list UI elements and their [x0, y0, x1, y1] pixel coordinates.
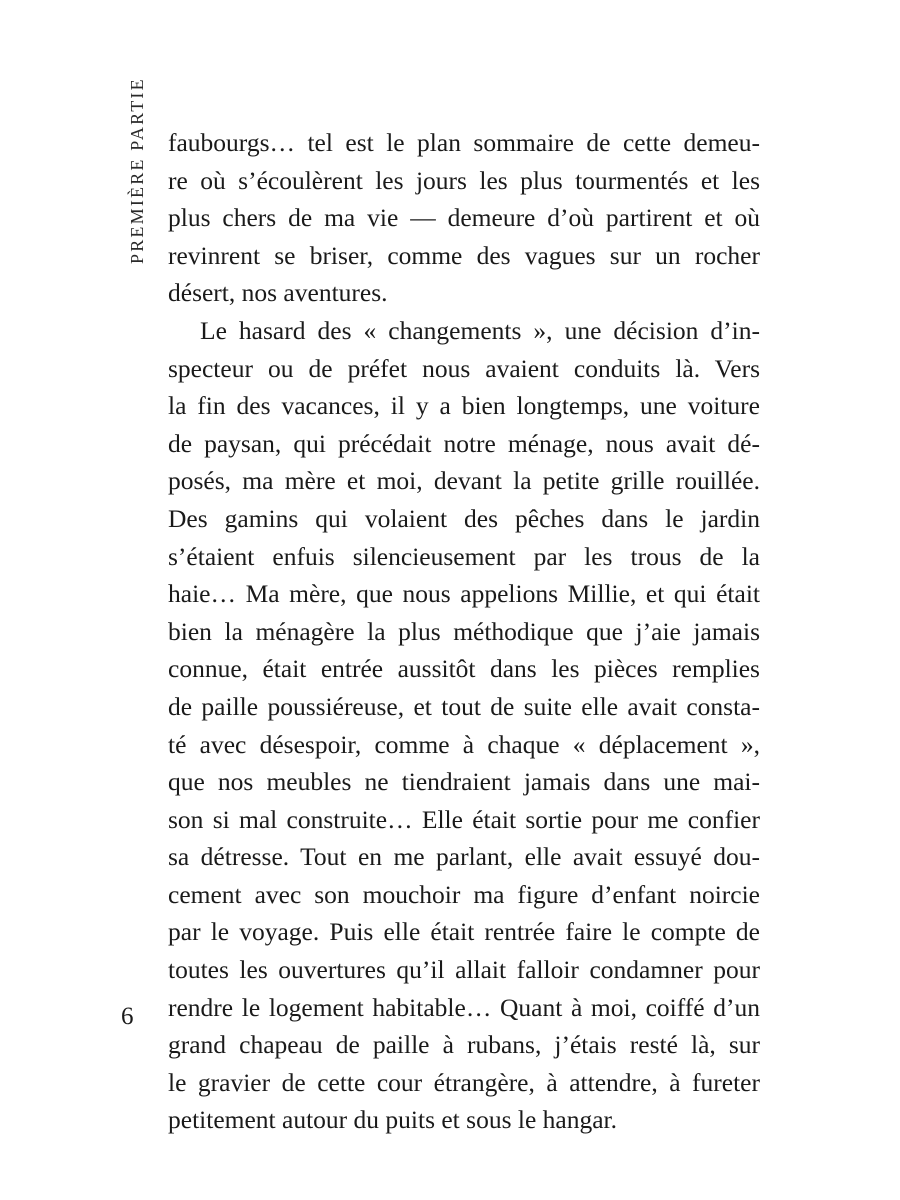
text-line: de paysan, qui précédait notre ménage, nous avait dé- — [168, 428, 760, 458]
text-line: petitement autour du puits et sous le hangar. — [168, 1105, 617, 1135]
text-line: connue, était entrée aussitôt dans les pièces remplies — [168, 654, 760, 684]
text-line: faubourgs… tel est le plan sommaire de cette demeu- — [168, 128, 760, 157]
text-line: revinrent se briser, comme des vagues sur un rocher — [168, 240, 760, 270]
text-line: re où s’écoulèrent les jours les plus tourmentés et les — [168, 165, 760, 195]
body-text — [168, 124, 760, 1139]
text-line: le gravier de cette cour étrangère, à attendre, à fureter — [168, 1067, 760, 1097]
text-line: rendre le logement habitable… Quant à moi, coiffé d’un — [168, 992, 760, 1022]
text-line: grand chapeau de paille à rubans, j’étais resté là, sur — [168, 1030, 760, 1060]
text-line: haie… Ma mère, que nous appelions Millie, et qui était — [168, 579, 760, 609]
text-line: de paille poussiéreuse, et tout de suite elle avait consta- — [168, 691, 760, 721]
running-head: PREMIÈRE PARTIE — [127, 77, 147, 264]
text-line: désert, nos aventures. — [168, 278, 388, 308]
text-line: té avec désespoir, comme à chaque « déplacement », — [168, 729, 760, 759]
text-line: par le voyage. Puis elle était rentrée faire le compte de — [168, 917, 760, 947]
page-number: 6 — [121, 1003, 134, 1030]
text-line: posés, ma mère et moi, devant la petite grille rouillée. — [168, 466, 760, 496]
text-line: que nos meubles ne tiendraient jamais dans une mai- — [168, 767, 760, 797]
text-line: Le hasard des « changements », une décision d’in- — [200, 315, 760, 345]
text-line: Des gamins qui volaient des pêches dans le jardin — [168, 503, 760, 533]
text-line: s’étaient enfuis silencieusement par les trous de la — [168, 541, 760, 571]
text-line: plus chers de ma vie — demeure d’où partirent et où — [168, 203, 760, 233]
text-line: la fin des vacances, il y a bien longtemps, une voiture — [168, 391, 760, 421]
text-line: cement avec son mouchoir ma figure d’enfant noircie — [168, 879, 760, 909]
text-line: bien la ménagère la plus méthodique que j’aie jamais — [168, 616, 760, 646]
text-line: son si mal construite… Elle était sortie pour me confier — [168, 804, 760, 834]
text-line: specteur ou de préfet nous avaient conduits là. Vers — [168, 353, 760, 383]
text-line: sa détresse. Tout en me parlant, elle avait essuyé dou- — [168, 842, 760, 872]
text-line: toutes les ouvertures qu’il allait falloir condamner pour — [168, 955, 760, 985]
